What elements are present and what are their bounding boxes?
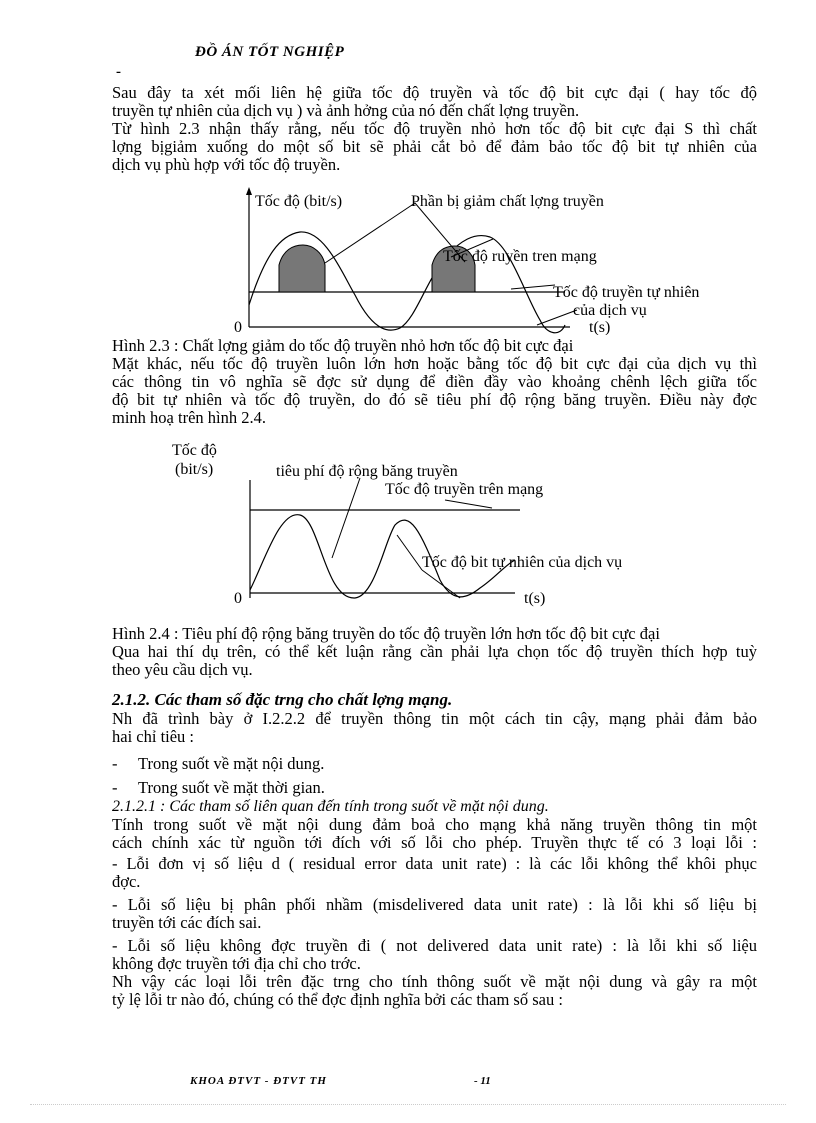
- middle-line: minh hoạ trên hình 2.4.: [112, 408, 266, 427]
- conclusion-line: theo yêu cầu dịch vụ.: [112, 660, 253, 679]
- fig24-pointer-natural: [397, 535, 422, 570]
- fig24-caption: Hình 2.4 : Tiêu phí độ rộng băng truyền do tốc độ truyền lớn hơn tốc độ bit cực đại: [112, 624, 660, 643]
- error-line: đợc.: [112, 872, 141, 891]
- bullet-mark: -: [112, 895, 118, 914]
- fig24-origin: 0: [234, 590, 242, 607]
- error-item-1: [112, 855, 757, 891]
- page-bottom-rule: [30, 1104, 786, 1105]
- fig24-y-label-1: Tốc độ: [172, 442, 217, 459]
- fig24-annot-natural: Tốc độ bit tự nhiên của dịch vụ: [422, 554, 623, 571]
- fig24-pointer-waste: [332, 478, 360, 558]
- fig23-annot-natural-2: của dịch vụ: [573, 302, 647, 319]
- fig23-pointer-5: [537, 310, 577, 325]
- fig24-annot-waste: tiêu phí độ rộng băng truyền: [276, 463, 458, 480]
- bullet-item: [112, 755, 757, 773]
- middle-line: độ bit tự nhiên và tốc độ truyền, do đó sẽ tiêu phí độ rộng băng truyền. Điều này đợc: [112, 390, 757, 409]
- error-item-3: [112, 937, 757, 973]
- fig23-degraded-region-1: [279, 245, 325, 292]
- section-2121-line: cách chính xác từ nguồn tới đích với số lỗi cho phép. Truyền thực tế có 3 loại lỗi :: [112, 833, 757, 852]
- section-2121-paragraph: [112, 816, 757, 852]
- fig24-x-label: t(s): [524, 590, 546, 607]
- middle-line: các thông tin vô nghĩa sẽ đợc sử dụng để điền đầy vào khoảng chênh lệch giữa tốc: [112, 372, 757, 391]
- fig24-annot-network: Tốc độ truyền trên mạng: [385, 481, 544, 498]
- figure-2-4: [160, 440, 680, 610]
- section-212-paragraph: [112, 710, 757, 746]
- section-2121-line: Tính trong suốt về mặt nội dung đảm boả cho mạng khả năng truyền thông tin một: [112, 815, 757, 834]
- section-2121-heading: 2.1.2.1 : Các tham số liên quan đến tính trong suốt về mặt nội dung.: [112, 798, 549, 815]
- fig23-caption: Hình 2.3 : Chất lợng giảm do tốc độ truyền nhỏ hơn tốc độ bit cực đại: [112, 336, 574, 355]
- closing-line: tỷ lệ lỗi tr nào đó, chúng có thể đợc định nghĩa bởi các tham số sau :: [112, 990, 563, 1009]
- section-212-line: Nh đã trình bày ở I.2.2.2 để truyền thông tin một cách tin cậy, mạng phải đảm bảo: [112, 709, 757, 728]
- intro-line: Từ hình 2.3 nhận thấy rằng, nếu tốc độ truyền nhỏ hơn tốc độ bit cực đại S thì chất: [112, 119, 757, 138]
- bullet-text: Trong suốt về mặt thời gian.: [138, 778, 325, 797]
- middle-paragraph: [112, 355, 757, 427]
- fig24-pointer-natural-2: [422, 570, 460, 598]
- bullet-item: [112, 779, 757, 797]
- error-line: - Lỗi đơn vị số liệu d ( residual error data unit rate) : là các lỗi không thể khôi phục: [112, 854, 757, 873]
- fig23-y-label: Tốc độ (bit/s): [255, 193, 343, 210]
- error-item-2: [112, 896, 757, 932]
- bullet-mark: -: [112, 778, 118, 797]
- fig23-annot-natural-1: Tốc độ truyền tự nhiên: [553, 284, 700, 301]
- middle-line: Mặt khác, nếu tốc độ truyền luôn lớn hơn hoặc bằng tốc độ bit cực đại của dịch vụ thì: [112, 354, 757, 373]
- fig23-annot-degraded: Phần bị giảm chất lợng truyền: [411, 193, 604, 210]
- figure-2-3: [225, 185, 745, 335]
- fig23-origin: 0: [234, 319, 242, 335]
- closing-line: Nh vậy các loại lỗi trên đặc trng cho tính thông suốt về mặt nội dung và gây ra một: [112, 972, 757, 991]
- closing-paragraph: [112, 973, 757, 1009]
- fig23-annot-network: Tốc độ ruyền tren mạng: [443, 248, 597, 265]
- conclusion-line: Qua hai thí dụ trên, có thể kết luận rằng cần phải lựa chọn tốc độ truyền thích hợp tuỳ: [112, 642, 757, 661]
- intro-line: lợng bịgiảm xuống do một số bit sẽ phải cắt bỏ để đảm bảo tốc độ bit tự nhiên của: [112, 137, 757, 156]
- header-dash: -: [116, 64, 121, 80]
- intro-line: dịch vụ phù hợp với tốc độ truyền.: [112, 155, 341, 174]
- fig23-y-arrow: [246, 187, 252, 195]
- error-line: - Lỗi số liệu bị phân phối nhầm (misdelivered data unit rate) : là lỗi khi số liệu bị: [112, 895, 757, 914]
- section-212-line: hai chỉ tiêu :: [112, 727, 195, 746]
- bullet-mark: -: [112, 936, 118, 955]
- footer-department: KHOA ĐTVT - ĐTVT TH: [190, 1075, 327, 1087]
- fig24-pointer-network: [445, 500, 492, 508]
- page-number: - 11: [474, 1075, 491, 1087]
- error-line: - Lỗi số liệu không đợc truyền đi ( not delivered data unit rate) : là lỗi khi số liệu: [112, 936, 757, 955]
- bullet-text: Trong suốt về mặt nội dung.: [138, 754, 325, 773]
- fig23-pointer-1: [325, 203, 415, 263]
- bullet-mark: -: [112, 854, 118, 873]
- fig23-pointer-4: [511, 285, 555, 289]
- section-212-heading: 2.1.2. Các tham số đặc trng cho chất lợng mạng.: [112, 690, 453, 709]
- bullet-mark: -: [112, 754, 118, 773]
- fig24-y-label-2: (bit/s): [175, 461, 214, 478]
- conclusion-paragraph: [112, 643, 757, 679]
- intro-paragraph: [112, 84, 757, 174]
- error-line: không đợc truyền tới địa chỉ cho trớc.: [112, 954, 361, 973]
- intro-line: truyền tự nhiên của dịch vụ ) và ảnh hởng của nó đến chất lợng truyền.: [112, 101, 580, 120]
- fig23-x-label: t(s): [589, 319, 611, 335]
- intro-line: Sau đây ta xét mối liên hệ giữa tốc độ truyền và tốc độ bit cực đại ( hay tốc độ: [112, 83, 757, 102]
- error-line: truyền tới các đích sai.: [112, 913, 262, 932]
- page-header-title: ĐỒ ÁN TỐT NGHIỆP: [195, 44, 345, 60]
